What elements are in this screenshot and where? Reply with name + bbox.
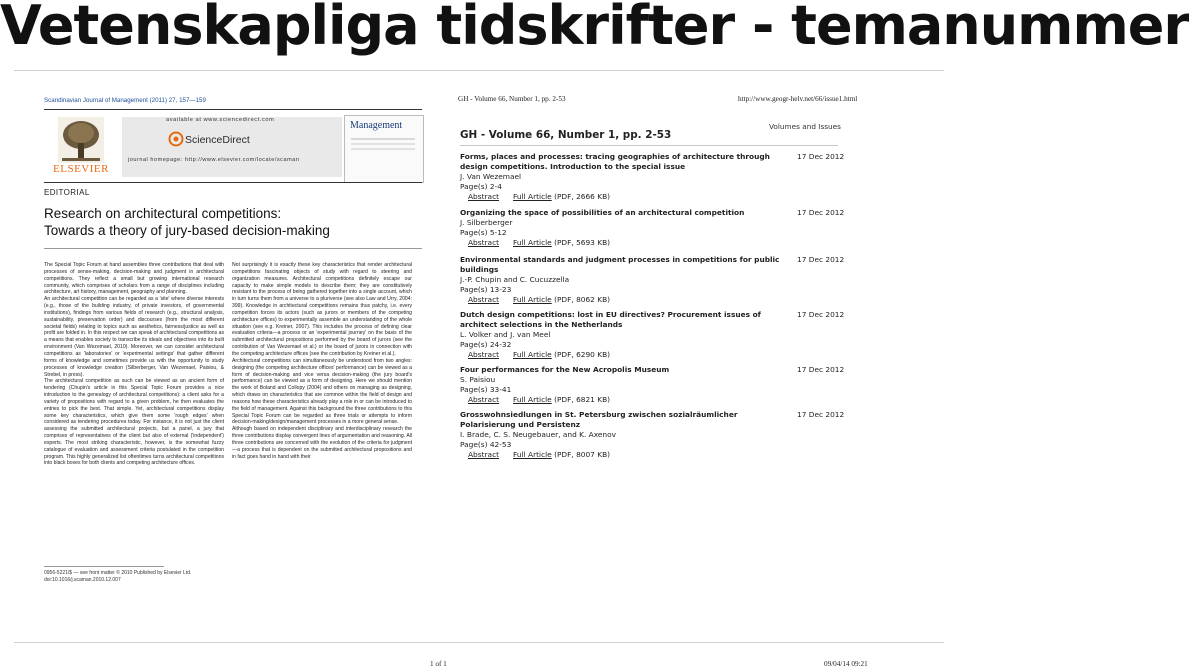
entry-date: 17 Dec 2012: [797, 255, 845, 264]
toc-entry: [460, 310, 850, 360]
print-timestamp: 09/04/14 09:21: [824, 660, 868, 668]
section-label: EDITORIAL: [44, 188, 90, 197]
sciencedirect-logo-icon: [168, 131, 184, 147]
abstract-link[interactable]: Abstract: [468, 238, 500, 247]
available-at: available at www.sciencedirect.com: [166, 117, 275, 123]
entry-authors: J.-P. Chupin and C. Cucuzzella: [460, 275, 570, 284]
full-article-link[interactable]: Full Article: [513, 395, 552, 404]
full-article-link[interactable]: Full Article: [513, 238, 552, 247]
elsevier-tree-icon: [58, 117, 104, 163]
entry-pages: Page(s) 42-53: [460, 440, 512, 449]
article-title-line1: Research on architectural competitions:: [44, 206, 282, 221]
footer-rule: [44, 566, 164, 567]
footer-copyright: 0956-5221/$ — see front matter © 2010 Published by Elsevier Ltd. doi:10.1016/j.scaman.2010.12.007: [44, 570, 192, 583]
elsevier-logo: [44, 117, 118, 177]
print-header-url: http://www.geogr-helv.net/66/issue1.html: [738, 95, 858, 103]
pdf-size: (PDF, 8007 KB): [554, 450, 611, 459]
entry-pages: Page(s) 13-23: [460, 285, 512, 294]
entry-date: 17 Dec 2012: [797, 152, 845, 161]
volumes-and-issues-link[interactable]: Volumes and Issues: [769, 122, 841, 131]
top-divider: [14, 70, 944, 71]
entry-date: 17 Dec 2012: [797, 208, 845, 217]
article-title-line2: Towards a theory of jury-based decision-making: [44, 223, 330, 238]
pdf-size: (PDF, 5693 KB): [554, 238, 611, 247]
abstract-link[interactable]: Abstract: [468, 192, 500, 201]
abstract-link[interactable]: Abstract: [468, 395, 500, 404]
toc-entry: [460, 410, 850, 460]
header-bottom-rule: [44, 182, 422, 183]
entry-pages: Page(s) 33-41: [460, 385, 512, 394]
entry-authors: J. Silberberger: [460, 218, 513, 227]
article-page: [44, 90, 422, 610]
entry-title[interactable]: Environmental standards and judgment processes in competitions for public buildings: [460, 255, 780, 274]
entry-links: [460, 238, 850, 248]
entry-links: [460, 395, 850, 405]
toc-entry: [460, 152, 850, 202]
entry-title[interactable]: Dutch design competitions: lost in EU directives? Procurement issues of architect selections in the Netherlands: [460, 310, 761, 329]
full-article-link[interactable]: Full Article: [513, 295, 552, 304]
journal-homepage[interactable]: journal homepage: http://www.elsevier.com/locate/scaman: [128, 157, 300, 163]
journal-cover: [344, 115, 424, 183]
toc-page: [430, 90, 868, 670]
cover-title: Management: [350, 120, 403, 131]
entry-title[interactable]: Forms, places and processes: tracing geographies of architecture through design competitions. Introduction to the special issue: [460, 152, 770, 171]
body-column-2: Not surprisingly it is exactly these key characteristics that render architectural competitions fascinating objects of study with regard to steering and organization measures. Architectural competitions definitely escape our capacity to make simple models to describe them; they are constitutively resistant to the process of being gathered together into a single account, which in turn turns them from a universe to a pluriverse (see also Law and Urry, 2004: 399). Knowledge in architectural competitions remains thus patchy, i.e. every competition forces its actors (such as jurors or members of the competing architecture offices) to experimentally assemble an understanding of the whole situation (see e.g. Kreiner, 2007). This includes the process of defining clear evaluation criteria—a process or an 'experimental journey' on the basis of the submitted architectural propositions performed by the board of jurors (see the contribution of Van Wezemael et al.) or the board of jurors in connection with the competing architecture offices (see the contribution by Kreiner et al.). Architectural competitions can simultaneously be understood from two angles: designing (the competing architecture offices' performance) can be viewed as a form of decision-making and vice versa decision-making (the jury board's performance) can be viewed as a form of designing. Here we should mention the work of Boland and Collopy (2004) and others on managing as designing, which draws on characteristics that are common within the field of design and reasons how these characteristics already play a role in or can be introduced to the field of management. Against this background the three contributions to this Special Topic Forum can be regarded as three trials or attempts to inform decision-making/design/management processes in a more general sense. Although based on independent disciplinary and interdisciplinary research the three contributions display convergent lines of argumentation and reasoning. All three contributions are concerned with the evolution of the criteria for judgment—a process that is dependent on the submitted architectural propositions and in fact goes hand in hand with their: [232, 262, 412, 460]
entry-links: [460, 295, 850, 305]
header-rule: [44, 109, 422, 110]
abstract-link[interactable]: Abstract: [468, 450, 500, 459]
print-header-left: GH - Volume 66, Number 1, pp. 2-53: [458, 95, 566, 103]
entry-authors: S. Paisiou: [460, 375, 496, 384]
full-article-link[interactable]: Full Article: [513, 192, 552, 201]
entry-date: 17 Dec 2012: [797, 410, 845, 419]
abstract-link[interactable]: Abstract: [468, 350, 500, 359]
toc-entry: [460, 255, 850, 305]
entry-title[interactable]: Organizing the space of possibilities of an architectural competition: [460, 208, 745, 217]
entry-title[interactable]: Grosswohnsiedlungen in St. Petersburg zwischen sozialräumlicher Polarisierung und Persistenz: [460, 410, 738, 429]
toc-entry: [460, 208, 850, 248]
sciencedirect-wordmark: ScienceDirect: [185, 134, 250, 146]
full-article-link[interactable]: Full Article: [513, 450, 552, 459]
journal-banner: [122, 117, 342, 177]
publisher-name: ELSEVIER: [53, 163, 109, 175]
abstract-link[interactable]: Abstract: [468, 295, 500, 304]
entry-pages: Page(s) 2-4: [460, 182, 502, 191]
full-article-link[interactable]: Full Article: [513, 350, 552, 359]
entry-pages: Page(s) 24-32: [460, 340, 512, 349]
cover-decoration: [351, 138, 415, 140]
pdf-size: (PDF, 8062 KB): [554, 295, 611, 304]
pdf-size: (PDF, 2666 KB): [554, 192, 611, 201]
entry-date: 17 Dec 2012: [797, 365, 845, 374]
slide-title: Vetenskapliga tidskrifter - temanummer: [0, 0, 1189, 57]
toc-entry: [460, 365, 850, 405]
entry-authors: L. Volker and J. van Meel: [460, 330, 551, 339]
entry-date: 17 Dec 2012: [797, 310, 845, 319]
toc-rule: [460, 145, 838, 146]
journal-citation: Scandinavian Journal of Management (2011) 27, 157—159: [44, 97, 206, 104]
entry-pages: Page(s) 5-12: [460, 228, 507, 237]
entry-title[interactable]: Four performances for the New Acropolis Museum: [460, 365, 670, 374]
entry-authors: J. Van Wezemael: [460, 172, 522, 181]
body-column-1: The Special Topic Forum at hand assembles three contributions that deal with processes of sense-making, decision-making and judgment in architectural competitions. They reflect a small but growing international research community, which comprises of scholars from a range of disciplines including architecture, art history, management, geography and planning. An architectural competition can be regarded as a 'site' where diverse interests (e.g., those of the building industry, of private investors, of governmental institutions), findings from various fields of research (e.g., structural analysis, sustainability, preservation order) and discourses (from the most different societal fields) relating to topics such as aesthetics, fairness/justice as well as profit are folded in. In this respect we can speak of architectural competitions as a means that enables society to transcribe its ideals and objectives into its built environment (Van Wezemael, 2010). Moreover, we can consider architectural competitions as 'laboratories' or 'experimental settings' that gather different forms of knowledge and sometimes provide us with the opportunity to study processes of knowledge creation (Silberberger, Van Wezemael, Paisiou, & Strebel, in press). The architectural competition as such can be viewed as an ancient form of tendering (Chupin's article in this Special Topic Forum provides a nice introduction to the genealogy of architectural competitions): a client asks for a variety of propositions with regard to a given problem, he then evaluates the entries to pick the best. That simple. Yet, architectural competitions display some key characteristics, which give them some 'rough edges' when considered as tendering procedures today. For instance, it is not just the client assessing the submitted architectural projects, but a panel, a jury that comprises of representatives of the client but also of external ('independent') experts. The most striking characteristic, however, is the somewhat fuzzy catalogue of evaluation and assessment criteria postulated in the competition program. This highly generalized list oftentimes turns architectural competitions into black boxes for both clients and competing architecture offices.: [44, 262, 224, 467]
entry-links: [460, 192, 850, 202]
volume-title: GH - Volume 66, Number 1, pp. 2-53: [460, 129, 672, 141]
pdf-size: (PDF, 6290 KB): [554, 350, 611, 359]
entry-authors: I. Brade, C. S. Neugebauer, and K. Axenov: [460, 430, 617, 439]
title-rule: [44, 248, 422, 249]
entry-links: [460, 350, 850, 360]
article-title: [44, 205, 422, 239]
pdf-size: (PDF, 6821 KB): [554, 395, 611, 404]
entry-links: [460, 450, 850, 460]
page-counter: 1 of 1: [430, 660, 447, 668]
